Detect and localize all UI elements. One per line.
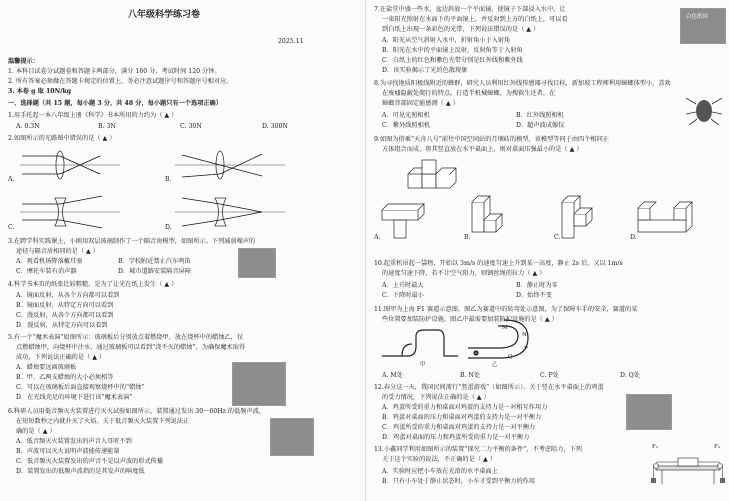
q7-stem-line-3: 到白纸上出现一条彩色的光带，下列说法错误的是（ ▲ ）	[382, 26, 540, 33]
q12-standing-egg-photo	[626, 394, 672, 430]
q2-figure-c-concave-lens	[20, 196, 120, 228]
q8-option-b: B．红外线照相机	[516, 112, 564, 119]
q3-option-b: B．学校附近禁止汽车鸣笛	[118, 258, 191, 265]
column-divider	[365, 0, 366, 501]
q11-option-c: C. P处	[540, 372, 559, 379]
q11-option-b: B. N处	[460, 372, 481, 379]
page-title: 八年级科学练习卷	[128, 10, 201, 20]
q13-stem-line-2: 关于这个实验的说法，不正确的是（ ▲ ）	[382, 456, 496, 463]
q2-label-b: B.	[165, 176, 172, 183]
right-column	[368, 0, 729, 501]
q13-option-b: B．只有小车处于静止状态时，小车才受到平衡力的作用	[382, 478, 536, 485]
q9-option-d-figure	[638, 202, 692, 232]
q10-option-c: C．下降时最小	[382, 292, 424, 299]
q1-option-c: C. 30N	[180, 123, 202, 130]
q11-stem-line-2: 些位置要加装防护设施，图乙中最需要加装防护设施的是（ ▲ ）	[382, 316, 558, 323]
q5-stem-line-3: 成功，下列说法正确的是（ ▲ ）	[16, 354, 106, 361]
q6-option-c: C．低音频灭火装置发出的声音不是以声波的形式传播	[16, 458, 164, 465]
q11-stem-line-1: 11.图甲为上海 F1 赛道示意图，图乙为赛道中的转弯处示意图，为了保障车手的安全，赛道的某	[374, 306, 638, 313]
q2-figure-a-convex-lens	[20, 151, 120, 179]
q13-fig-label-f2: F₂	[714, 444, 721, 450]
q6-fire-extinguisher-photo	[270, 418, 314, 456]
q4-option-c: C．漫反射，从各个方向都可以看到	[16, 312, 114, 319]
q6-option-d: D．装置发出的低频声波指的是其发声的响度低	[16, 468, 145, 475]
tip-2: 2. 所有答案必须做在答题卡规定的位置上，务必注意试题序号和答题序号相对应。	[8, 78, 233, 85]
q8-option-c: C．紫外线照相机	[382, 122, 431, 129]
q9-stem-line-1: 9.如图为搭乘“天舟八号”前往中国空间站的月壤砖的模型，该模型等同于由四个相同正	[374, 136, 609, 143]
q1-option-a: A. 0.3N	[16, 123, 40, 130]
q5-stem-line-2: 点燃蜡烛甲，向烧杯中注水，通过玻璃板可以看到“浇不灭的蜡烛”。为确保魔术取得	[16, 344, 246, 351]
q9-stem-line-2: 方体组合而成，将其竖直放在水平桌面上，则对桌面压强最小的是（ ▲ ）	[382, 146, 583, 153]
q9-option-c-figure	[562, 196, 592, 238]
q6-option-a: A．低音频灭火装置发出的声音人耳听不到	[16, 438, 132, 445]
q8-cockroach-icon	[684, 96, 724, 126]
q2-label-a: A.	[8, 176, 15, 183]
q9-option-a-figure	[382, 204, 424, 238]
tip-1: 1. 本科目试卷分试题卷和答题卡两部分，满分 160 分，考试时间 120 分钟。	[8, 68, 221, 75]
tip-3: 3. 本卷 g 取 10N/kg	[8, 88, 72, 95]
q3-option-c: C．摩托车装有消声器	[16, 268, 77, 275]
q11-track-map	[382, 330, 458, 356]
q2-figure-b-convex-lens	[175, 151, 285, 179]
q3-stem-line-2: 途径与隔音房相同的是（ ▲ ）	[16, 248, 99, 255]
q2-stem: 2.如图所示的光路图中错误的是（ ▲ ）	[8, 135, 116, 142]
q5-option-c: C．可以在玻璃板后面直接观察烧杯中的“蜡烛”	[16, 384, 145, 391]
q10-option-a: A．上升时最大	[382, 282, 424, 289]
tips-heading: 温馨提示：	[8, 58, 39, 65]
q4-option-d: D．漫反射，从特定方向可以看到	[16, 322, 108, 329]
q13-fig-label-f1: F₁	[652, 444, 659, 450]
q11-option-a: A. M处	[382, 372, 403, 379]
q10-stem-line-1: 10.起重机吊起一袋物，开始以 3m/s 的速度匀速上升到某一高度，静止 2s 后，又以 1m/s	[374, 260, 623, 267]
q8-option-a: A．可见光照相机	[382, 112, 430, 119]
q4-stem: 4.科学书本页的纸张比较粗糙，是为了让光在纸上发生（ ▲ ）	[8, 281, 178, 288]
q2-label-c: C.	[8, 224, 15, 231]
q8-stem-line-2: 在废墟隐蔽处爬行的特点，打造半机械蟑螂，为搜救生还者，在	[382, 90, 556, 97]
q6-stem-line-1: 6.科研人员用低音频灭火装置进行灭火试验如图所示，装置通过发出 30～60Hz 的低频声波，	[8, 408, 265, 415]
q1-stem: 1.用手托起一本八年级上册《科学》书本所用的力约为（ ▲ ）	[8, 112, 178, 119]
q11-corner-figure	[468, 320, 528, 358]
q12-stem-line-1: 12.春分这一天，我国民间流行“竖蛋游戏”（如图所示）。关于竖在水平桌面上的鸡蛋	[374, 384, 604, 391]
q3-option-a: A．观看机场降落戴耳塞	[16, 258, 83, 265]
q11-fig-label-q: Q	[508, 354, 513, 360]
q13-two-force-apparatus	[650, 446, 726, 484]
q9-label-b: B.	[464, 234, 471, 241]
q6-option-b: B．声波可以灭火说明声波能传递能量	[16, 448, 120, 455]
q8-stem-line-3: 蟑螂背部固定能感测（ ▲ ）	[382, 100, 459, 107]
q11-fig-label-n: N	[522, 332, 527, 338]
q3-soundproof-house-photo	[238, 248, 276, 278]
q9-option-b-figure	[472, 196, 502, 232]
q6-stem-line-3: 确的是（ ▲ ）	[16, 428, 56, 435]
q10-stem-line-2: 的速度匀速下降，若不计空气阻力，则钢丝绳的拉力（ ▲ ）	[382, 270, 546, 277]
q9-label-c: C.	[554, 234, 561, 241]
q5-candle-magic-photo	[232, 362, 286, 406]
q7-stem-line-1: 7.在盐堂中盛一些水，盆边斜放一个平面镜，使镜子下部浸入水中，让	[374, 6, 566, 13]
q12-option-b: B．鸡蛋对桌面的压力和桌面对鸡蛋的支持力是一对平衡力	[382, 414, 542, 421]
q7-option-c: C．白纸上的红色和紫色光带分别是红外线和紫外线	[382, 57, 523, 64]
q12-option-d: D．鸡蛋对桌面的压力和鸡蛋所受的重力是一对平衡力	[382, 434, 530, 441]
q3-option-d: D．城市道路安装隔音屏障	[118, 268, 192, 275]
q2-figure-d-concave-lens	[175, 198, 285, 226]
q1-option-b: B. 3N	[98, 123, 116, 130]
q5-stem-line-1: 5.有一个“魔术表演”如图所示：玻璃板后分别放点着燃烧甲、放在烧杯中的蜡烛乙，仅	[8, 334, 243, 341]
q11-fig-label-yi: 乙	[492, 362, 498, 368]
q1-option-d: D. 300N	[262, 123, 288, 130]
q8-stem-line-1: 8.为寻找地质阳极线附近的蜂群，研究人员利用红外线传感器寻找目标，新加坡工程师利用蟑螂体型小，喜欢	[374, 80, 671, 87]
q11-fig-label-jia: 甲	[420, 362, 426, 368]
q11-option-d: D. Q处	[620, 372, 640, 379]
q4-option-b: B．镜面反射，从特定方向可以看到	[16, 302, 114, 309]
exam-date: 2025.11	[278, 38, 304, 45]
q2-light-path-figures	[0, 140, 364, 240]
q13-option-a: A．实验时应把小车放在光滑的水平桌面上	[382, 468, 498, 475]
q2-label-d: D.	[165, 224, 172, 231]
q7-stem-line-2: 一束阳光照射在水面下的平面镜上，并反射到上方的白纸上，可以看	[382, 16, 568, 23]
q7-option-d: D．该实验揭示了光的色散现象	[382, 67, 468, 74]
q5-option-a: A．蜡烛要远离玻璃板	[16, 364, 77, 371]
q9-brick-models	[368, 158, 729, 248]
q5-option-d: D．在光线充足的环境下进行该“魔术表演”	[16, 394, 133, 401]
q9-label-d: D.	[630, 234, 637, 241]
q12-option-a: A．鸡蛋所受的重力和桌面对鸡蛋的支持力是一对相互作用力	[382, 404, 548, 411]
q11-fig-label-p: P	[524, 346, 528, 352]
q7-option-a: A．阳光从空气斜射入水中，折射角小于入射角	[382, 37, 511, 44]
q3-stem-line-1: 3.在跨学科实践课上，小刚用双层玻璃制作了一个隔音房模型，如图所示。下列减弱噪声的	[8, 238, 256, 245]
q6-stem-line-2: 在短短数秒之内就扑灭了火焰。关于低音频灭火装置下列说法正	[16, 418, 190, 425]
left-column	[0, 0, 364, 501]
q5-option-b: B．甲、乙两支蜡烛的大小必须相等	[16, 374, 114, 381]
section-1-heading: 一、选择题（共 15 题，每小题 3 分，共 48 分，每小题只有一个选项正确）	[8, 100, 222, 107]
q8-option-d: D．超声波成像仪	[516, 122, 565, 129]
q12-stem-line-2: 的受力情况，下列说法正确的是（ ▲ ）	[382, 394, 490, 401]
q7-figure-label: 白色纸屏	[686, 14, 709, 20]
q4-option-a: A．镜面反射，从各个方向都可以看到	[16, 292, 120, 299]
q11-fig-label-m: M	[502, 325, 508, 331]
q10-option-d: D．始终不变	[516, 292, 552, 299]
q7-option-b: B．阳光在水中的平面镜上反射，反射角等于入射角	[382, 47, 523, 54]
q12-option-c: C．鸡蛋所受的重力和桌面对鸡蛋的支持力是一对平衡力	[382, 424, 536, 431]
q9-model-figure	[408, 160, 456, 188]
q9-label-a: A.	[374, 234, 381, 241]
q10-option-b: B．静止时为零	[516, 282, 558, 289]
q13-stem-line-1: 13.小鑫同学利用如图所示的装置“探究二力平衡的条件”，不考虑阻力，下列	[374, 446, 582, 453]
